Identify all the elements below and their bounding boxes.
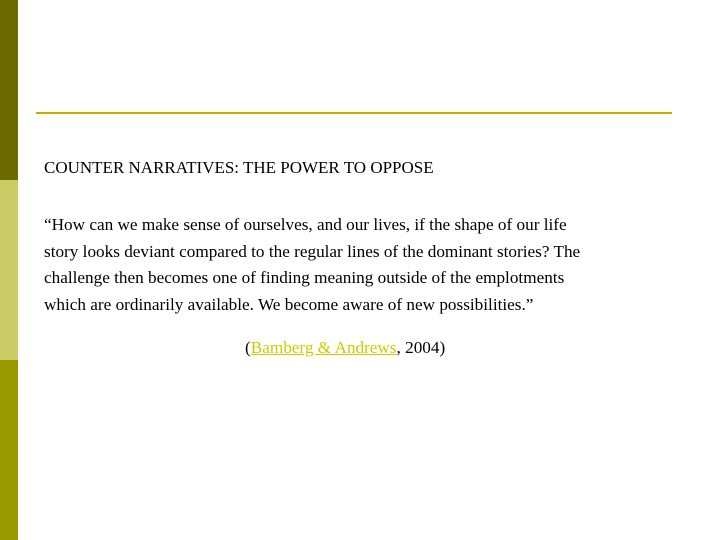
slide-title: COUNTER NARRATIVES: THE POWER TO OPPOSE xyxy=(44,158,434,177)
citation-year: , 2004) xyxy=(396,338,446,357)
citation-open-paren: ( xyxy=(245,338,251,357)
decorative-bar-top xyxy=(0,0,18,180)
quote-line: challenge then becomes one of finding meaning outside of the emplotments xyxy=(44,268,565,287)
citation xyxy=(245,338,445,358)
quote-line: story looks deviant compared to the regular lines of the dominant stories? The xyxy=(44,241,581,261)
decorative-bar-bottom xyxy=(0,360,18,540)
decorative-bar-middle xyxy=(0,180,18,360)
citation-authors-link[interactable]: Bamberg & Andrews xyxy=(250,338,397,357)
title-divider xyxy=(36,112,672,114)
quote-line: which are ordinarily available. We become aware of new possibilities.” xyxy=(44,294,534,314)
quote-line: “How can we make sense of ourselves, and our lives, if the shape of our life xyxy=(44,215,567,234)
quote-block xyxy=(44,212,684,318)
